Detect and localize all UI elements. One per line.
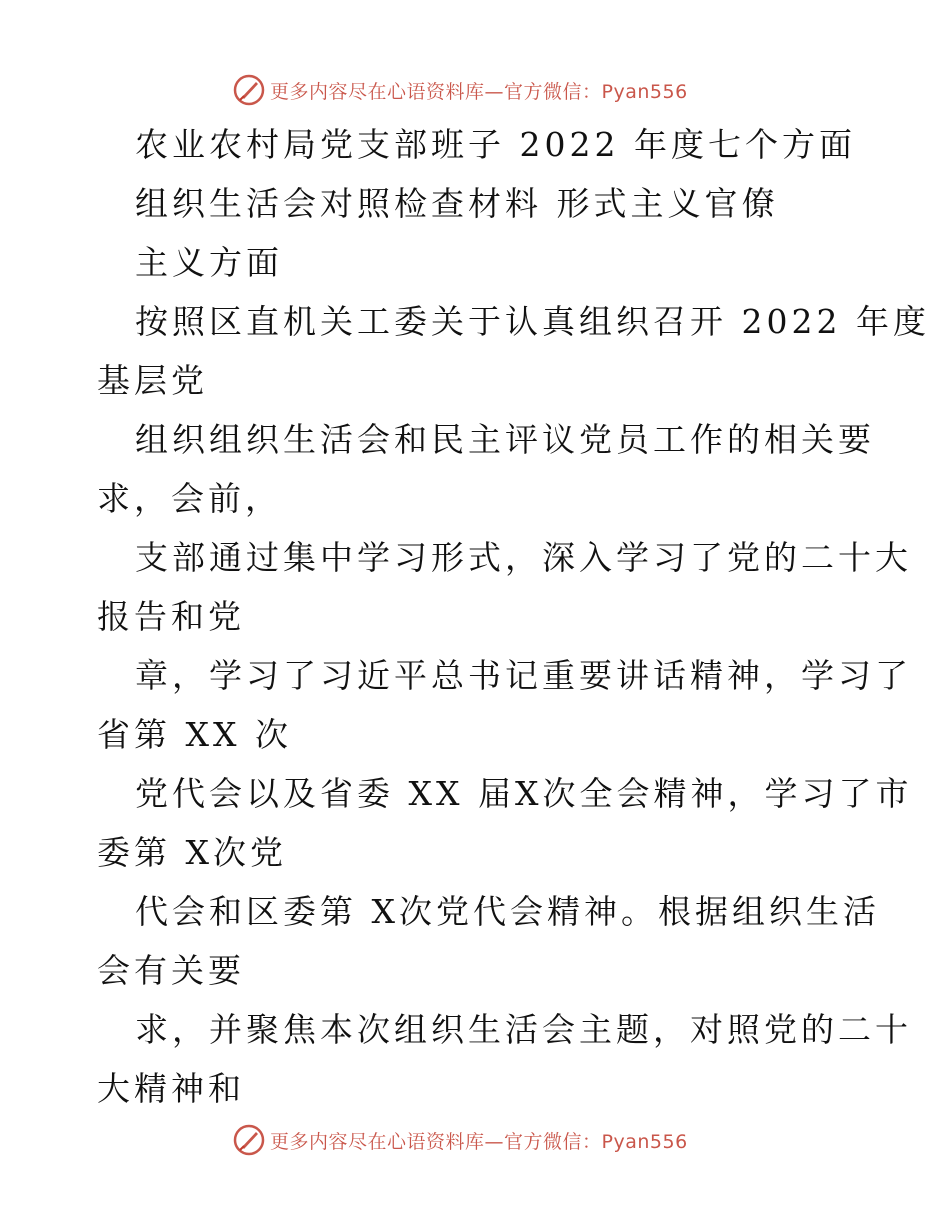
- doc-line: 支部通过集中学习形式，深入学习了党的二十大: [135, 538, 912, 577]
- doc-line: 会有关要: [97, 951, 245, 990]
- watermark-text: 更多内容尽在心语资料库—官方微信：Pyan556: [270, 80, 688, 103]
- doc-line: 组织生活会对照检查材料 形式主义官僚: [135, 184, 779, 223]
- doc-line: 委第 X次党: [97, 833, 287, 872]
- quill-logo-icon: [232, 1123, 266, 1157]
- doc-line: 求，并聚焦本次组织生活会主题，对照党的二十: [135, 1010, 912, 1049]
- doc-line: 组织组织生活会和民主评议党员工作的相关要: [135, 420, 875, 459]
- doc-line: 主义方面: [135, 243, 283, 282]
- watermark-banner-top: [232, 72, 688, 108]
- watermark-banner-bottom: [232, 1122, 688, 1158]
- doc-line: 省第 XX 次: [97, 715, 292, 754]
- doc-line: 党代会以及省委 XX 届X次全会精神，学习了市: [135, 774, 913, 813]
- doc-line: 农业农村局党支部班子 2022 年度七个方面: [135, 125, 856, 164]
- watermark-text: 更多内容尽在心语资料库—官方微信：Pyan556: [270, 1130, 688, 1153]
- doc-line: 章，学习了习近平总书记重要讲话精神，学习了: [135, 656, 912, 695]
- quill-logo-icon: [232, 73, 266, 107]
- doc-line: 报告和党: [97, 597, 245, 636]
- doc-line: 大精神和: [97, 1069, 245, 1108]
- doc-line: 基层党: [97, 361, 208, 400]
- doc-line: 按照区直机关工委关于认真组织召开 2022 年度: [135, 302, 930, 341]
- doc-line: 代会和区委第 X次党代会精神。根据组织生活: [135, 892, 880, 931]
- doc-line: 求，会前，: [97, 479, 282, 518]
